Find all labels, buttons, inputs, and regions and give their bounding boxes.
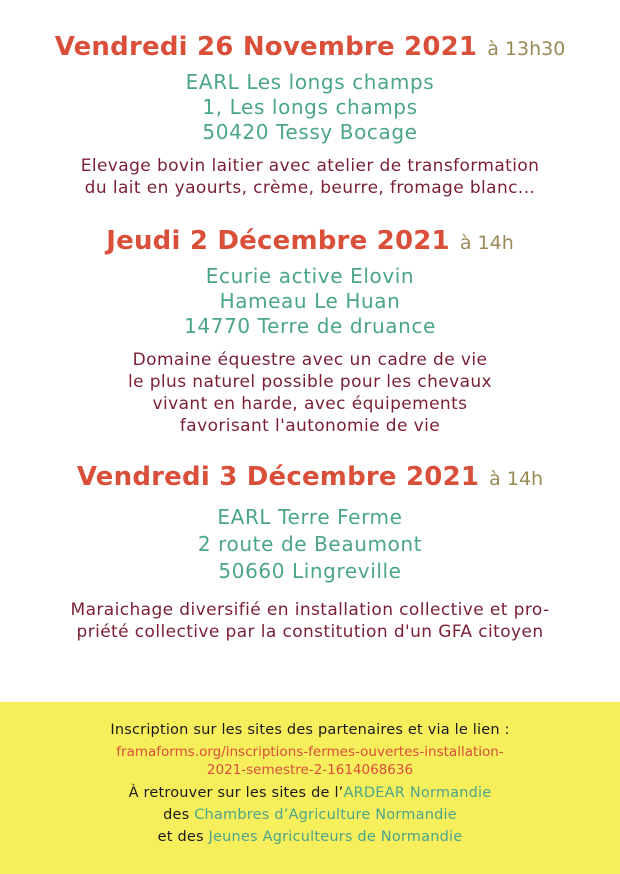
- address-line: 50660 Lingreville: [218, 559, 402, 583]
- footer-intro: Inscription sur les sites des partenaires et via le lien :: [110, 722, 510, 738]
- address-line: 1, Les longs champs: [202, 95, 418, 119]
- registration-link[interactable]: [0, 743, 620, 779]
- event-3: [0, 462, 620, 643]
- address-line: Hameau Le Huan: [219, 289, 401, 313]
- description-line: du lait en yaourts, crème, beurre, fromage blanc...: [84, 178, 536, 198]
- chambres-prefix: des: [163, 807, 195, 823]
- footer-jeunes-line: [0, 827, 620, 847]
- registration-url-line[interactable]: 2021-semestre-2-1614068636: [206, 762, 414, 778]
- event-description: [0, 155, 620, 199]
- event-time: à 14h: [489, 468, 544, 490]
- event-date-line: [0, 32, 620, 62]
- jeunes-link[interactable]: Jeunes Agriculteurs de Normandie: [208, 829, 463, 845]
- ardear-link[interactable]: ARDEAR Normandie: [343, 785, 492, 801]
- event-2: [0, 226, 620, 437]
- event-date-line: [0, 226, 620, 256]
- description-line: favorisant l'autonomie de vie: [179, 416, 441, 436]
- event-description: [0, 349, 620, 437]
- description-line: le plus naturel possible pour les chevaux: [127, 372, 493, 392]
- description-line: Elevage bovin laitier avec atelier de transformation: [80, 156, 540, 176]
- chambres-link[interactable]: Chambres d’Agriculture Normandie: [194, 807, 457, 823]
- description-line: Maraichage diversifié en installation collective et pro-: [70, 600, 550, 620]
- event-time: à 13h30: [487, 38, 566, 60]
- description-line: priété collective par la constitution d'un GFA citoyen: [76, 622, 544, 642]
- event-time: à 14h: [459, 232, 514, 254]
- event-description: [0, 599, 620, 643]
- footer-panel: [0, 702, 620, 874]
- address-line: EARL Les longs champs: [185, 70, 435, 94]
- address-line: Ecurie active Elovin: [205, 264, 415, 288]
- event-address: [0, 264, 620, 339]
- footer-chambres-line: [0, 805, 620, 825]
- event-address: [0, 504, 620, 585]
- event-date: Vendredi 26 Novembre 2021: [54, 32, 478, 62]
- event-address: [0, 70, 620, 145]
- event-1: [0, 32, 620, 199]
- event-date-line: [0, 462, 620, 492]
- address-line: 14770 Terre de druance: [184, 314, 436, 338]
- address-line: 2 route de Beaumont: [197, 532, 423, 556]
- ardear-prefix: À retrouver sur les sites de l’: [128, 785, 344, 801]
- footer-ardear-line: [0, 783, 620, 803]
- address-line: 50420 Tessy Bocage: [202, 120, 418, 144]
- event-date: Vendredi 3 Décembre 2021: [76, 462, 480, 492]
- address-line: EARL Terre Ferme: [217, 505, 403, 529]
- registration-url-line[interactable]: framaforms.org/inscriptions-fermes-ouvertes-installation-: [116, 744, 504, 760]
- description-line: vivant en harde, avec équipements: [152, 394, 468, 414]
- jeunes-prefix: et des: [157, 829, 209, 845]
- event-date: Jeudi 2 Décembre 2021: [106, 226, 450, 256]
- description-line: Domaine équestre avec un cadre de vie: [132, 350, 488, 370]
